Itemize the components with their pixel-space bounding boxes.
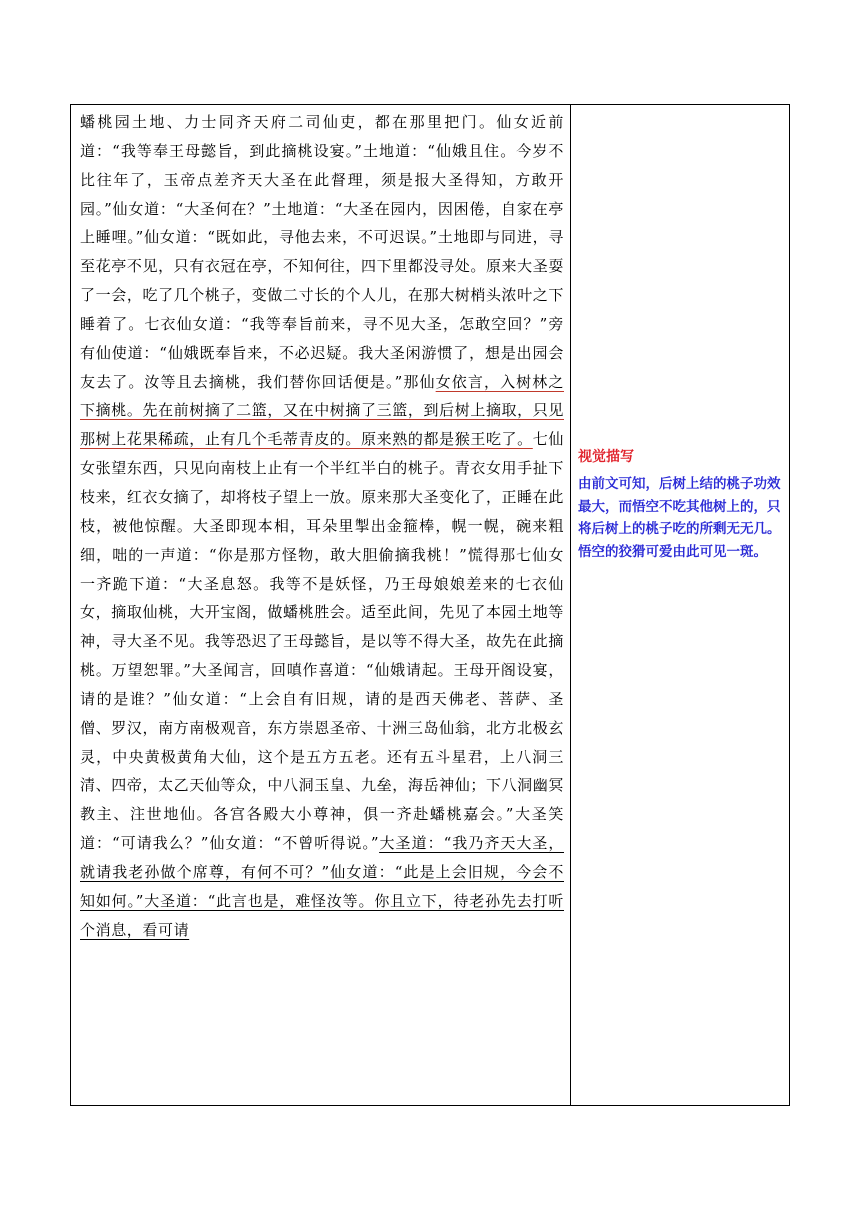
annotation-body: 由前文可知，后树上结的桃子功效最大，而悟空不吃其他树上的，只将后树上的桃子吃的所剩无无几。悟空的狡猾可爱由此可见一斑。 [578,476,781,560]
passage-text [80,108,564,944]
column-divider [570,105,571,1105]
passage-part-2: 七仙女张望东西，只见向南枝上止有一个半红半白的桃子。青衣女用手扯下枝来，红衣女摘了，却将枝子望上一放。原来那大圣变化了，正睡在此枝，被他惊醒。大圣即现本相，耳朵里掣出金箍棒，幌一幌，碗来粗细，咄的一声道：“你是那方怪物，敢大胆偷摘我桃！”慌得那七仙女一齐跪下道：“大圣息怒。我等不是妖怪，乃王母娘娘差来的七衣仙女，摘取仙桃，大开宝阁，做蟠桃胜会。适至此间，先见了本园土地等神，寻大圣不见。我等恐迟了王母懿旨，是以等不得大圣，故先在此摘桃。万望恕罪。”大圣闻言，回嗔作喜道：“仙娥请起。王母开阁设宴，请的是谁？”仙女道：“上会自有旧规，请的是西天佛老、菩萨、圣僧、罗汉，南方南极观音，东方崇恩圣帝、十洲三岛仙翁，北方北极玄灵，中央黄极黄角大仙，这个是五方五老。还有五斗星君，上八洞三清、四帝，太乙天仙等众，中八洞玉皇、九垒，海岳神仙；下八洞幽冥教主、注世地仙。各宫各殿大小尊神，俱一齐赴蟠桃嘉会。”大圣笑道：“可请我么？”仙女道：“不曾听得说。” [80,430,564,853]
annotation-title: 视觉描写 [578,449,634,465]
annotation-cell [578,447,784,563]
passage-cell [80,108,564,1102]
passage-underlined: 大圣道：“我乃齐天大圣，就请我老孙做个席尊，有何不可？”仙女道：“此是上会旧规，今会不知如何。”大圣道：“此言也是，难怪汝等。你且立下，待老孙先去打听个消息，看可请 [80,834,564,939]
passage-part-1: 蟠桃园土地、力士同齐天府二司仙吏，都在那里把门。仙女近前道：“我等奉王母懿旨，到此摘桃设宴。”土地道：“仙娥且住。今岁不比往年了，玉帝点差齐天大圣在此督理，须是报大圣得知，方敢开园。”仙女道：“大圣何在？”土地道：“大圣在园内，因困倦，自家在亭上睡哩。”仙女道：“既如此，寻他去来，不可迟误。”土地即与同进，寻至花亭不见，只有衣冠在亭，不知何往，四下里都没寻处。原来大圣耍了一会，吃了几个桃子，变做二寸长的个人儿，在那大树梢头浓叶之下睡着了。七衣仙女道：“我等奉旨前来，寻不见大圣，怎敢空回？”旁有仙使道：“仙娥既奉旨来，不必迟疑。我大圣闲游惯了，想是出园会友去了。汝等且去摘桃，我们替你回话便是。”那仙 [80,113,564,391]
passage-highlight: 女依言，入树林之下摘桃。先在前树摘了二篮，又在中树摘了三篮，到后树上摘取，只见那树上花果稀疏，止有几个毛蒂青皮的。原来熟的都是猴王吃了。 [80,372,564,449]
annotation-table [70,104,790,1106]
